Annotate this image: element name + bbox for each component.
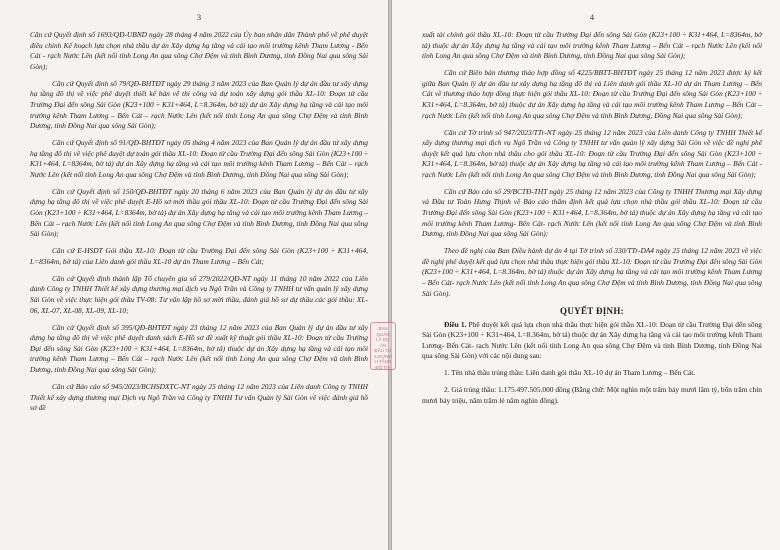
- document-page-left: [0, 0, 388, 550]
- legal-basis-paragraph: Căn cứ Quyết định số 150/QĐ-BHTĐT ngày 20 tháng 6 năm 2023 của Ban Quản lý dự án đầu tư xây dựng hạ tầng đô thị về việc phê duyệt E-Hồ sơ mời thầu gói thầu XL-10: Đoạn từ cầu Trường Đại đến sông Sài Gòn (K23+100 ÷ K31+464, L=8364m, bờ tả) dự án Xây dựng hạ tầng và cải tạo môi trường kênh Tham Lương – Bến Cát – rạch Nước Lên (kết nối tỉnh Long An qua sông Chợ Đệm và tỉnh Bình Dương, tỉnh Đồng Nai qua sông Sài Gòn);: [30, 186, 368, 239]
- page-number: 4: [589, 12, 595, 22]
- article-1-label: Điều 1.: [444, 319, 467, 329]
- legal-basis-paragraph: Căn cứ Báo cáo số 945/2023/BCHSDXTC-NT ngày 25 tháng 12 năm 2023 của Liên danh Công ty TNHH Thiết kế xây dựng thương mại Dịch vụ Ngô Trần và Công ty TNHH Tư vấn Quản lý Sài Gòn về việc đánh giá hồ sơ đề: [30, 381, 368, 413]
- proposal-paragraph: Theo đề nghị của Ban Điều hành dự án 4 tại Tờ trình số 330/TTr-DA4 ngày 25 tháng 12 năm 2023 về việc đề nghị phê duyệt kết quả lựa chọn nhà thầu thực hiện gói thầu XL-10: Đoạn từ cầu Trường Đại đến sông Sài Gòn (K23+100 ÷ K31+464, L=8.364m, bờ tả) thuộc dự án Xây dựng hạ tầng và cải tạo môi trường kênh Tham Lương – Bến Cát- rạch Nước Lên (kết nối tỉnh Long An qua sông Chợ Đệm và tỉnh Bình Dương, tỉnh Đồng Nai qua sông Sài Gòn).: [422, 246, 762, 298]
- winning-price-item: 2. Giá trúng thầu: 1.175.497.505.000 đồng (Bằng chữ: Một nghìn một trăm bảy mươi lăm tỷ, bốn trăm chín mươi bảy triệu, năm trăm lẻ năm nghìn đồng).: [422, 385, 762, 405]
- page-body: [422, 30, 762, 407]
- article-1-paragraph: [422, 320, 762, 362]
- legal-basis-paragraph: Căn cứ E-HSDT Gói thầu XL-10: Đoạn từ cầu Trường Đại đến sông Sài Gòn (K23+100 ÷ K31+464, L=8364m, bờ tả) của Liên danh gói thầu XL-10 dự án Tham Lương – Bến Cát;: [30, 246, 368, 266]
- legal-basis-paragraph: Căn cứ Báo cáo số 29/BCTĐ-THT ngày 25 tháng 12 năm 2023 của Công ty TNHH Thương mại Xây dựng và Đầu tư Toàn Hưng Thịnh về Báo cáo thẩm định kết quả lựa chọn nhà thầu gói thầu XL-10: Đoạn từ cầu Trường Đại đến sông Sài Gòn (K23+100 ÷ K31+464, L=8.364m, bờ tả) thuộc dự án Xây dựng hạ tầng và cải tạo môi trường kênh Tham Lương- Bến Cát- rạch Nước Lên (kết nối tỉnh Long An qua sông Chợ Đệm và tỉnh Bình Dương, tỉnh Đồng Nai qua sông Sài Gòn);: [422, 186, 762, 239]
- article-1-text: Phê duyệt kết quả lựa chọn nhà thầu thực hiện gói thầu XL-10: Đoạn từ cầu Trường Đại đến sông Sài Gòn (K23+100 ÷ K31+464, L=8.364m, bờ tả) thuộc dự án Xây dựng hạ tầng và cải tạo môi trường kênh Tham Lương- Bến Cát- rạch Nước Lên (kết nối tỉnh Long An qua sông Chợ Đệm và tỉnh Bình Dương, tỉnh Đồng Nai qua sông Sài Gòn) với các nội dung sau:: [422, 319, 762, 361]
- legal-basis-paragraph: Căn cứ Quyết định số 91/QĐ-BHTĐT ngày 05 tháng 4 năm 2023 của Ban Quản lý dự án đầu tư xây dựng hạ tầng đô thị về việc phê duyệt dự toán gói thầu XL-10: Đoạn từ cầu Trường Đại đến sông Sài Gòn (K23+100 ÷ K31+464, L=8364m, bờ tả) dự án Xây dựng hạ tầng và cải tạo môi trường kênh Tham Lương – Bến Cát – rạch Nước Lên (kết nối tỉnh Long An qua sông Chợ Đệm và tỉnh Bình Dương, tỉnh Đồng Nai qua sông Sài Gòn);: [30, 138, 368, 179]
- legal-basis-paragraph: Căn cứ Quyết định số 79/QĐ-BHTĐT ngày 29 tháng 3 năm 2023 của Ban Quản lý dự án đầu tư xây dựng hạ tầng đô thị về việc phê duyệt thiết kế bản vẽ thi công và dự toán xây dựng gói thầu XL-10: Đoạn từ cầu Trường Đại đến sông Sài Gòn (K23+100 ÷ K31+464, L=8.364m, bờ tả) dự án Xây dựng hạ tầng và cải tạo môi trường kênh Tham Lương – Bến Cát – rạch Nước Lên (kết nối tỉnh Long An qua sông Chợ Đệm và tỉnh Bình Dương, tỉnh Đồng Nai qua sông Sài Gòn);: [30, 78, 368, 131]
- legal-basis-paragraph: Căn cứ Quyết định số 395/QĐ-BHTĐT ngày 23 tháng 12 năm 2023 của Ban Quản lý dự án đầu tư xây dựng hạ tầng đô thị về việc phê duyệt danh sách E-Hồ sơ đề xuất kỹ thuật gói thầu XL-10: Đoạn từ cầu Trường Đại đến sông Sài Gòn (K23+100 ÷ K31+464, L=8364m, bờ tả) thuộc dự án Xây dựng hạ tầng và cải tạo môi trường kênh Tham Lương – Bến Cát – rạch Nước Lên (kết nối tỉnh Long An qua sông Chợ Đệm và tỉnh Bình Dương, tỉnh Đồng Nai qua sông Sài Gòn);: [30, 322, 368, 374]
- winning-contractor-item: 1. Tên nhà thầu trúng thầu: Liên danh gói thầu XL-10 dự án Tham Lương – Bến Cát.: [444, 368, 696, 378]
- legal-basis-paragraph: Căn cứ Quyết định thành lập Tổ chuyên gia số 279/2022/QĐ-NT ngày 11 tháng 10 năm 2022 của Liên danh Công ty TNHH Thiết kế xây dựng thương mại dịch vụ Ngô Trần và Công ty TNHH tư vấn quản lý xây dựng Sài Gòn về việc thực hiện gói thầu TV-08: Tư vấn lập hồ sơ mời thầu, đánh giá hồ sơ dự thầu các gói thầu: XL-06, XL-07, XL-08, XL-09, XL-10;: [30, 273, 368, 315]
- official-seal-stamp: BAN QUẢN LÝ DỰ ÁN ĐẦU TƯ X.DỰNG H.TẦNG ĐÔ THỊ: [370, 322, 396, 370]
- decision-heading: QUYẾT ĐỊNH:: [560, 305, 624, 316]
- page-number: 3: [196, 12, 202, 22]
- legal-basis-paragraph: xuất tài chính gói thầu XL-10: Đoạn từ cầu Trường Đại đến sông Sài Gòn (K23+100 ÷ K31+464, L=8364m, bờ tả) thuộc dự án Xây dựng hạ tầng và cải tạo môi trường kênh Tham Lương – Bến Cát – rạch Nước Lên (kết nối tỉnh Long An qua sông Chợ Đệm và tỉnh Bình Dương, tỉnh Đồng Nai qua sông Sài Gòn);: [422, 30, 762, 61]
- legal-basis-paragraph: Căn cứ Quyết định số 1693/QĐ-UBND ngày 28 tháng 4 năm 2022 của Ủy ban nhân dân Thành phố về phê duyệt điều chỉnh Kế hoạch lựa chọn nhà thầu dự án Xây dựng hạ tầng và cải tạo môi trường kênh Tham Lương - Bến Cát - rạch Nước Lên (kết nối tỉnh Long An qua sông Chợ Đệm và tỉnh Bình Dương, tỉnh Đồng Nai qua sông Sài Gòn);: [30, 30, 368, 71]
- document-page-right: [392, 0, 780, 550]
- legal-basis-paragraph: Căn cứ Tờ trình số 947/2023/TTr-NT ngày 25 tháng 12 năm 2023 của Liên danh Công ty TNHH Thiết kế xây dựng thương mại dịch vụ Ngô Trần và Công ty TNHH tư vấn quản lý xây dựng Sài Gòn về việc đề nghị phê duyệt kết quả lựa chọn nhà thầu cho gói thầu XL-10: Đoạn từ cầu Trường Đại đến sông Sài Gòn (K23+100 ÷ K31+464, L=8.364m, bờ tả) thuộc dự án Xây dựng hạ tầng và cải tạo môi trường kênh Tham Lương – Bến Cát - rạch Nước Lên (kết nối tỉnh Long An qua sông Chợ Đệm và tỉnh Bình Dương, tỉnh Đồng Nai qua sông Sài Gòn);: [422, 127, 762, 179]
- page-body: [30, 30, 368, 414]
- legal-basis-paragraph: Căn cứ Biên bản thương thảo hợp đồng số 4225/BBTT-BHTĐT ngày 25 tháng 12 năm 2023 được ký kết giữa Ban Quản lý dự án đầu tư xây dựng hạ tầng đô thị và Liên danh gói thầu XL-10 dự án Tham Lương – Bến Cát về thương thảo hợp đồng thực hiện gói thầu XL-10: Đoạn từ cầu Trường Đại đến sông Sài Gòn (K23+100 ÷ K31+464, L=8.364m, bờ tả) thuộc dự án Xây dựng hạ tầng và cải tạo môi trường kênh Tham Lương – Bến Cát – rạch Nước Lên (kết nối tỉnh Long An qua sông Chợ Đệm và tỉnh Bình Dương, Đồng Nai qua sông Sài Gòn);: [422, 68, 762, 120]
